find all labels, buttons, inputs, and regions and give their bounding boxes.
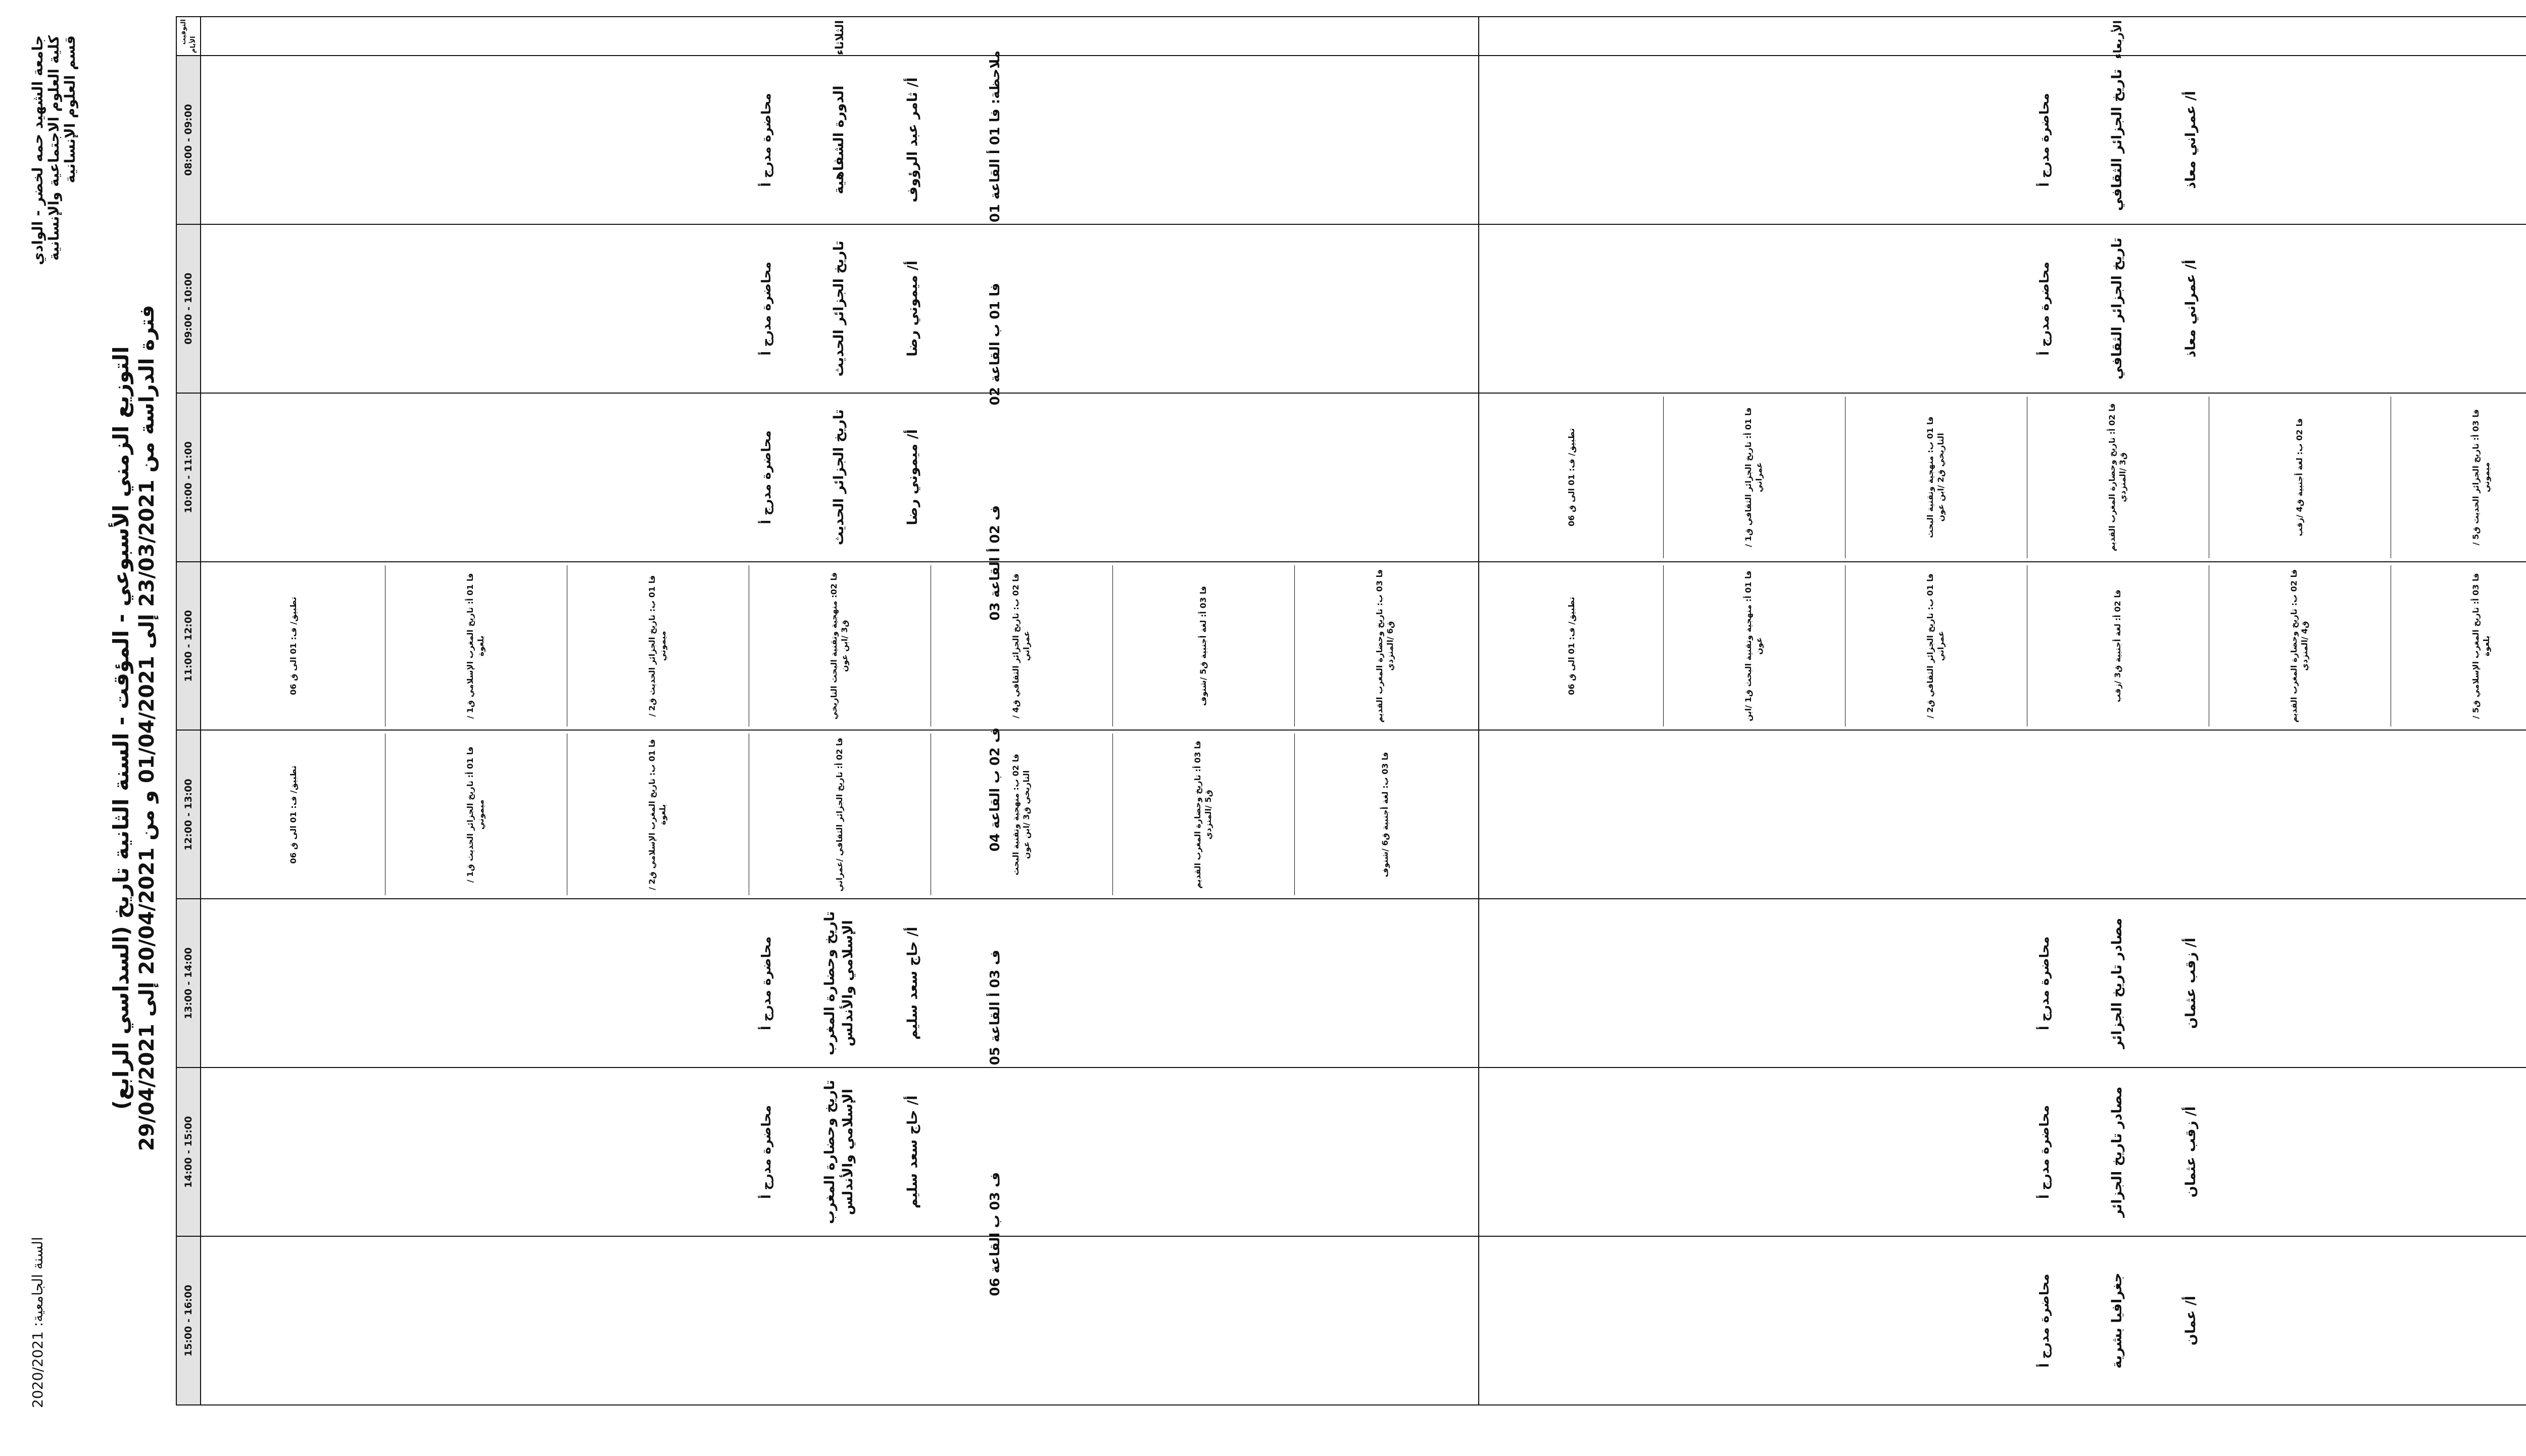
tutorial-cell (201, 562, 1479, 731)
day-tuesday: الثلاثاء (201, 17, 1479, 56)
tutorial-group: فا 02 ب: منهجية وتقنية البحث التاريخي ق3 /ابن عون (931, 734, 1112, 896)
tutorial-group: فا 02 ب: لغة أجنبية ق4 /زقب (2209, 397, 2391, 558)
tutorial-group: فا 01 ب: تاريخ الجزائر الثقافي ق2 /عمراني (1845, 565, 2027, 727)
lecture-cell (1479, 899, 2526, 1067)
subject: تاريخ الجزائر الثقافي (2109, 69, 2125, 211)
subject: تاريخ وحضارة المغرب الإسلامي والأندلس (821, 911, 856, 1055)
teacher: أ/ عمان (2183, 1295, 2199, 1346)
teacher: أ/ زقب عثمان (2183, 938, 2199, 1029)
tutorial-group: فا 01 ب: تاريخ المغرب الإسلامي ق2 /بلعوة (567, 734, 749, 896)
lecture-type: محاضرة مدرج أ (2037, 93, 2052, 187)
subject: تاريخ الجزائر الحديث (831, 240, 847, 377)
tutorial-group: فا 03 أ: تاريخ الجزائر الحديث ق5 /ميموني (2391, 397, 2526, 558)
tutorial-group: فا 01 ب: تاريخ الجزائر الحديث ق2 /ميموني (567, 565, 749, 727)
page-title: التوزيع الزمني الأسبوعي - المؤقت - السنة الثانية تاريخ (السداسي الرابع) (109, 346, 133, 1110)
university-name: جامعة الشهيد حمه لخضر - الوادي (29, 35, 46, 265)
teacher: أ/ حاج سعد سليم (905, 927, 920, 1040)
subject: مصادر تاريخ الجزائر (2109, 917, 2125, 1049)
room-note: فا 01 ب القاعة 02 (988, 283, 1003, 406)
tutorial-group: فا 02 أ: تاريخ وحضارة المغرب القديم ق3 /المنزدي (2027, 397, 2209, 558)
academic-year: السنة الجامعية: 2020/2021 (29, 1237, 46, 1408)
lecture-cell (1479, 224, 2526, 393)
subject: الدورة الشفاهية (831, 85, 847, 195)
department-name: قسم العلوم الإنسانية (62, 35, 78, 183)
lecture-type: محاضرة مدرج أ (2037, 1274, 2052, 1368)
lecture-cell (201, 393, 1479, 562)
teacher: أ/ زقب عثمان (2183, 1106, 2199, 1198)
teacher: أ/ عمراني معاذ (2183, 90, 2199, 189)
lecture-cell (1479, 1236, 2526, 1405)
teacher: أ/ عمراني معاذ (2183, 259, 2199, 358)
lecture-cell (1479, 56, 2526, 224)
tutorial-group: تطبيق/ ف: 01 الى ق 06 (1481, 565, 1663, 727)
time-slot: 15:00 - 16:00 (176, 1236, 201, 1405)
lecture-cell (1479, 1067, 2526, 1236)
tutorial-group: تطبيق/ ف: 01 الى ق 06 (203, 734, 385, 896)
lecture-cell (201, 56, 1479, 224)
tutorial-group: تطبيق/ ف: 01 الى ق 06 (203, 565, 385, 727)
tutorial-group: فا 01 ب: منهجية وتقنية البحث التاريخي ق2 /ابن عون (1845, 397, 2027, 558)
tutorial-group: فا 03 ب: تاريخ وحضارة المغرب القديم ق6 /المنزدي (1375, 569, 1395, 723)
teacher: أ/ حاج سعد سليم (905, 1095, 920, 1208)
day-wednesday: الأربعاء (1479, 17, 2526, 56)
corner-day-label: الأيام (189, 36, 197, 53)
lecture-type: محاضرة مدرج أ (2037, 1105, 2052, 1199)
subject: تاريخ الجزائر الحديث (831, 409, 847, 546)
tutorial-group: فا 02 أ: تاريخ الجزائر الثقافي /عمراني (749, 734, 931, 896)
time-header-row (176, 17, 201, 1405)
corner-time-label: التوقيت (180, 19, 187, 45)
tutorial-groups (203, 734, 1476, 896)
subject: مصادر تاريخ الجزائر (2109, 1086, 2125, 1218)
row-wednesday (1479, 17, 2526, 1405)
time-slot: 12:00 - 13:00 (176, 731, 201, 899)
study-period: فترة الدراسة من 23/03/2021 إلى 01/04/2021 و من 20/04/2021 إلى 29/04/2021 (135, 305, 159, 1151)
lecture-type: محاضرة مدرج أ (759, 261, 773, 356)
lecture-cell (201, 899, 1479, 1067)
tutorial-group: فا 03 أ: تاريخ وحضارة المغرب القديم ق5 /المنزدي (1112, 734, 1294, 896)
room-note: ف 02 أ القاعة 03 (988, 505, 1003, 621)
tutorial-group: فا 03 أ: تاريخ المغرب الإسلامي ق5 /بلعوة (2391, 565, 2526, 727)
tutorial-group: فا 01 أ: منهجية وتقنية البحث ق1 /ابن عون (1663, 565, 1845, 727)
timetable (176, 16, 2526, 1405)
faculty-name: كلية العلوم الاجتماعية والإنسانية (45, 35, 62, 261)
tutorial-group: فا 02 ب: تاريخ وحضارة المغرب القديم ق4 /المنزدي (2209, 565, 2391, 727)
time-slot: 10:00 - 11:00 (176, 393, 201, 562)
lecture-cell (201, 1067, 1479, 1236)
subject: تاريخ الجزائر الثقافي (2109, 237, 2125, 380)
tutorial-group: فا 03 أ: لغة أجنبية ق5 /شنوف (1112, 565, 1294, 727)
tutorial-cell (1479, 393, 2526, 562)
tutorial-cell (1479, 562, 2526, 731)
subject: تاريخ وحضارة المغرب الإسلامي والأندلس (821, 1080, 856, 1224)
time-slot: 14:00 - 15:00 (176, 1067, 201, 1236)
room-note: ف 03 ب القاعة 06 (988, 1172, 1003, 1296)
subject: جغرافيا بشرية (2109, 1273, 2125, 1369)
room-note: ف 03 أ القاعة 05 (988, 950, 1003, 1065)
lecture-type: محاضرة مدرج أ (759, 430, 773, 524)
empty-cell (201, 1236, 1479, 1405)
lecture-type: محاضرة مدرج أ (759, 1105, 773, 1199)
tutorial-group: فا 02: منهجية وتقنية البحث التاريخي ق3 /ابن عون (749, 565, 931, 727)
tutorial-group: فا 02 أ: لغة أجنبية ق3 /زقب (2027, 565, 2209, 727)
lecture-type: محاضرة مدرج أ (759, 936, 773, 1031)
row-tuesday (201, 17, 1479, 1405)
tutorial-groups (1481, 397, 2526, 558)
corner-cell (176, 17, 201, 56)
lecture-cell (201, 224, 1479, 393)
room-note: ف 02 ب القاعة 04 (988, 727, 1003, 852)
tutorial-groups (203, 565, 1476, 727)
tutorial-group: تطبيق/ ف: 01 الى ق 06 (1481, 397, 1663, 558)
tutorial-group: فا 01 أ: تاريخ المغرب الإسلامي ق1 /بلعوة (385, 565, 567, 727)
tutorial-group: فا 03 ب: لغة أجنبية ق6 /شنوف (1380, 752, 1390, 878)
tutorial-group: فا 01 أ: تاريخ الجزائر الثقافي ق1 /عمراني (1663, 397, 1845, 558)
empty-cell (1479, 731, 2526, 899)
time-slot: 09:00 - 10:00 (176, 224, 201, 393)
lecture-type: محاضرة مدرج أ (2037, 261, 2052, 356)
room-note: ملاحظة: فا 01 أ القاعة 01 (988, 51, 1003, 223)
teacher: أ/ ميموني رضا (905, 429, 920, 525)
time-slot: 08:00 - 09:00 (176, 56, 201, 224)
lecture-type: محاضرة مدرج أ (759, 93, 773, 187)
time-slot: 13:00 - 14:00 (176, 899, 201, 1067)
tutorial-group: فا 01 أ: تاريخ الجزائر الحديث ق1 /ميموني (385, 734, 567, 896)
time-slot: 11:00 - 12:00 (176, 562, 201, 731)
tutorial-cell (201, 731, 1479, 899)
teacher: أ/ ميموني رضا (905, 260, 920, 357)
tutorial-group: فا 02 ب: تاريخ الجزائر الثقافي ق4 /عمراني (931, 565, 1112, 727)
teacher: أ/ ثامر عبد الرؤوف (905, 77, 920, 203)
lecture-type: محاضرة مدرج أ (2037, 936, 2052, 1031)
tutorial-groups (1481, 565, 2526, 727)
